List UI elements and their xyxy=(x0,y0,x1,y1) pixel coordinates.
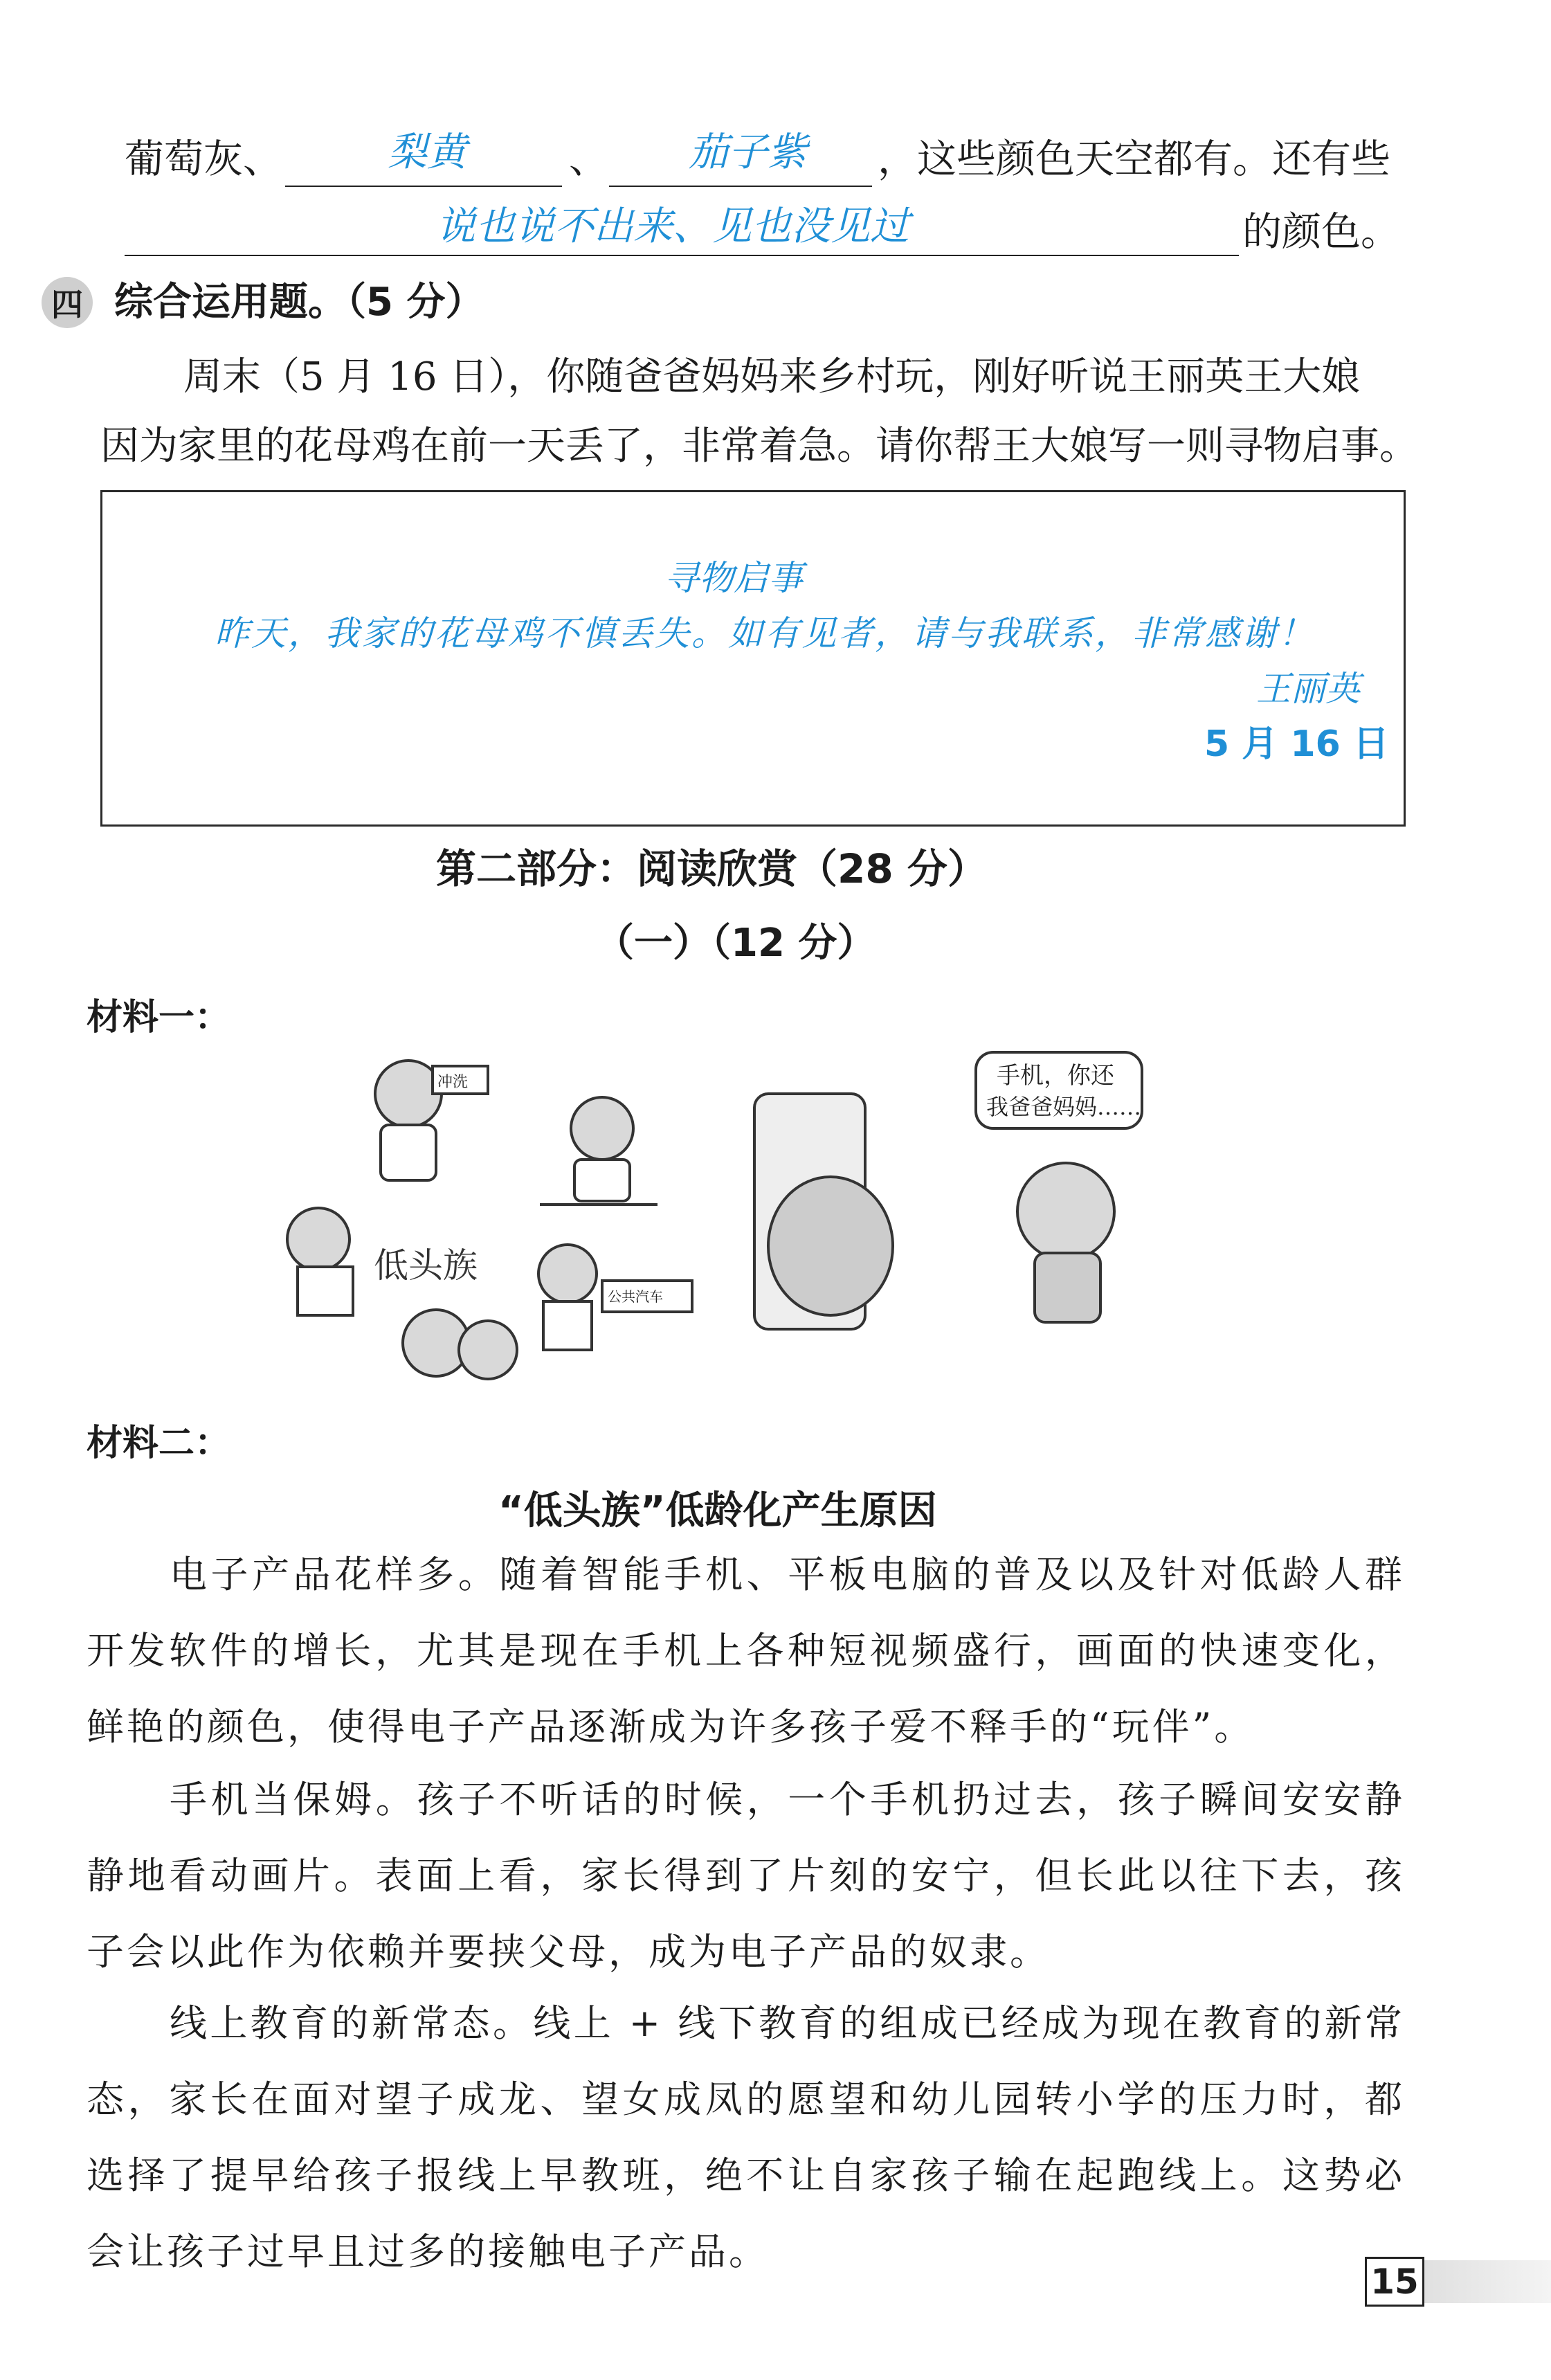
notice-title: 寻物启事 xyxy=(664,558,803,598)
notice-body: 昨天，我家的花母鸡不慎丢失。如有见者，请与我联系，非常感谢！ xyxy=(215,613,1315,653)
material1-illustration xyxy=(277,1038,1149,1412)
person-head-read xyxy=(287,1208,350,1270)
answer-blank-2 xyxy=(609,186,872,187)
wash-sign-text: 冲洗 xyxy=(437,1074,469,1091)
notice-signature: 王丽英 xyxy=(1256,669,1360,709)
part2-title: 第二部分：阅读欣赏（28 分） xyxy=(436,845,988,892)
speech-line-2: 我爸爸妈妈…… xyxy=(986,1094,1142,1120)
speech-line-1: 手机，你还 xyxy=(997,1062,1114,1090)
crying-child-head xyxy=(1017,1163,1114,1260)
person-head-eat xyxy=(571,1097,633,1160)
prompt-line-1: 周末（5 月 16 日），你随爸爸妈妈来乡村玩，刚好听说王丽英王大娘 xyxy=(183,354,1361,399)
person-head-bus xyxy=(538,1245,597,1303)
section-number-badge: 四 xyxy=(42,277,93,328)
section-title: 综合运用题。（5 分） xyxy=(114,280,484,325)
material2-paragraph: 手机当保姆。孩子不听话的时候，一个手机扔过去，孩子瞬间安安静静地看动画片。表面上看，家长得到了片刻的安宁，但长此以往下去，孩子会以此作为依赖并要挟父母，成为电子产品的奴隶。 xyxy=(87,1778,1405,1974)
page-number: 15 xyxy=(1365,2257,1424,2307)
answer-1: 梨黄 xyxy=(388,129,466,175)
fill-lead: 葡萄灰、 xyxy=(125,136,282,182)
answer-2: 茄子紫 xyxy=(689,129,807,175)
fill-tail-2: 的颜色。 xyxy=(1242,209,1400,255)
notice-box xyxy=(100,490,1406,827)
notice-date: 5 月 16 日 xyxy=(1204,723,1389,765)
fill-tail-1: ，这些颜色天空都有。还有些 xyxy=(878,136,1390,182)
material1-label: 材料一： xyxy=(87,997,231,1038)
material2-paragraph: 线上教育的新常态。线上 + 线下教育的组成已经成为现在教育的新常态，家长在面对望子成龙、望女成凤的愿望和幼儿园转小学的压力时，都选择了提早给孩子报线上早教班，绝不让自家孩子输在起跑线上。这势必会让孩子过早且过多的接触电子产品。 xyxy=(87,2001,1405,2273)
cartoon-caption: 低头族 xyxy=(374,1245,478,1286)
answer-3: 说也说不出来、见也没见过 xyxy=(436,204,909,249)
fill-sep: 、 xyxy=(569,136,608,182)
material2-paragraph: 电子产品花样多。随着智能手机、平板电脑的普及以及针对低龄人群开发软件的增长，尤其是现在手机上各种短视频盛行，画面的快速变化，鲜艳的颜色，使得电子产品逐渐成为许多孩子爱不释手的“玩伴”。 xyxy=(87,1553,1405,1749)
person-head-couple-2 xyxy=(459,1321,517,1379)
part2-subtitle: （一）（12 分） xyxy=(595,921,876,966)
answer-blank-3 xyxy=(125,255,1239,256)
answer-blank-1 xyxy=(285,186,562,187)
material2-title: “低头族”低龄化产生原因 xyxy=(498,1488,937,1533)
prompt-line-2: 因为家里的花母鸡在前一天丢了，非常着急。请你帮王大娘写一则寻物启事。 xyxy=(100,424,1418,469)
bus-sign-text: 公共汽车 xyxy=(608,1288,663,1305)
material2-label: 材料二： xyxy=(87,1423,231,1464)
